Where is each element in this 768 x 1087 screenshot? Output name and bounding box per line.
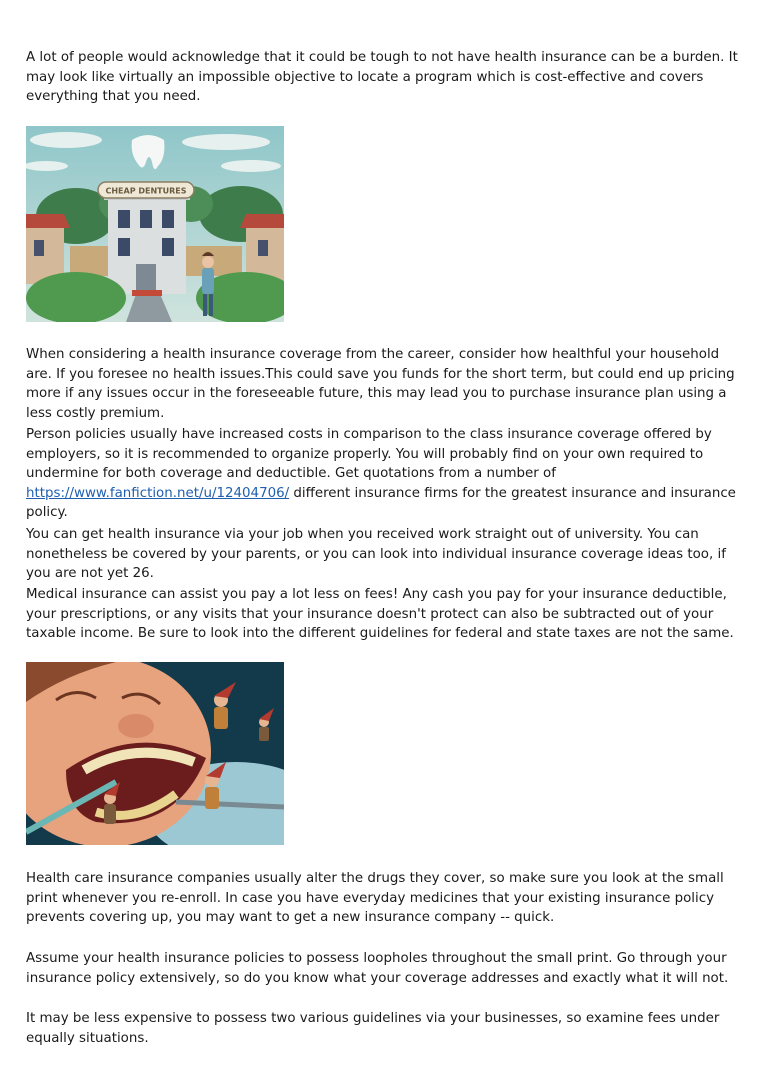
paragraph-drug-coverage: Health care insurance companies usually alter the drugs they cover, so make sure you look at the small print whenever you re-enroll. In case you have everyday medicines that your existing insurance policy prevents covering up, you may want to get a new insurance company -- quick. xyxy=(26,871,724,926)
paragraph-text-after-link: different insurance firms for the greatest insurance and insurance policy. xyxy=(26,485,736,521)
fanfiction-link[interactable]: https://www.fanfiction.net/u/12404706/ xyxy=(26,485,290,501)
paragraph-loopholes: Assume your health insurance policies to possess loopholes throughout the small print. Go through your insurance policy extensively, so do you know what your coverage addresses and exactly what it will not. xyxy=(26,951,729,986)
illustration-dental-elves xyxy=(26,662,284,845)
paragraph-intro: A lot of people would acknowledge that it could be tough to not have health insurance can be a burden. It may look like virtually an impossible objective to locate a program which is cost-effective and covers everything that you need. xyxy=(26,50,738,105)
paragraph-medical-fees: Medical insurance can assist you pay a lot less on fees! Any cash you pay for your insurance deductible, your prescriptions, or any visits that your insurance doesn't protect can also be subtracted out of your taxable income. Be sure to look into the different guidelines for federal and state taxes are not the same. xyxy=(26,587,734,642)
illustration-cheap-dentures xyxy=(26,126,284,322)
paragraph-text-before-link: Person policies usually have increased costs in comparison to the class insurance coverage offered by employers, so it is recommended to organize properly. You will probably find on your own required to undermine for both coverage and deductible. Get quotations from a number of xyxy=(26,427,712,482)
paragraph-two-guidelines: It may be less expensive to possess two various guidelines via your businesses, so examine fees under equally situations. xyxy=(26,1011,720,1046)
cheap-dentures-sign: CHEAP DENTURES xyxy=(105,186,187,196)
paragraph-person-policies xyxy=(26,425,746,523)
paragraph-job-insurance: You can get health insurance via your job when you received work straight out of university. You can nonetheless be covered by your parents, or you can look into individual insurance coverage ideas too, if you are not yet 26. xyxy=(26,527,726,582)
paragraph-career-coverage: When considering a health insurance coverage from the career, consider how healthful your household are. If you foresee no health issues.This could save you funds for the short term, but could end up pricing more if any issues occur in the foreseeable future, this may lead you to purchase insurance plan using a less costly premium. xyxy=(26,347,735,421)
